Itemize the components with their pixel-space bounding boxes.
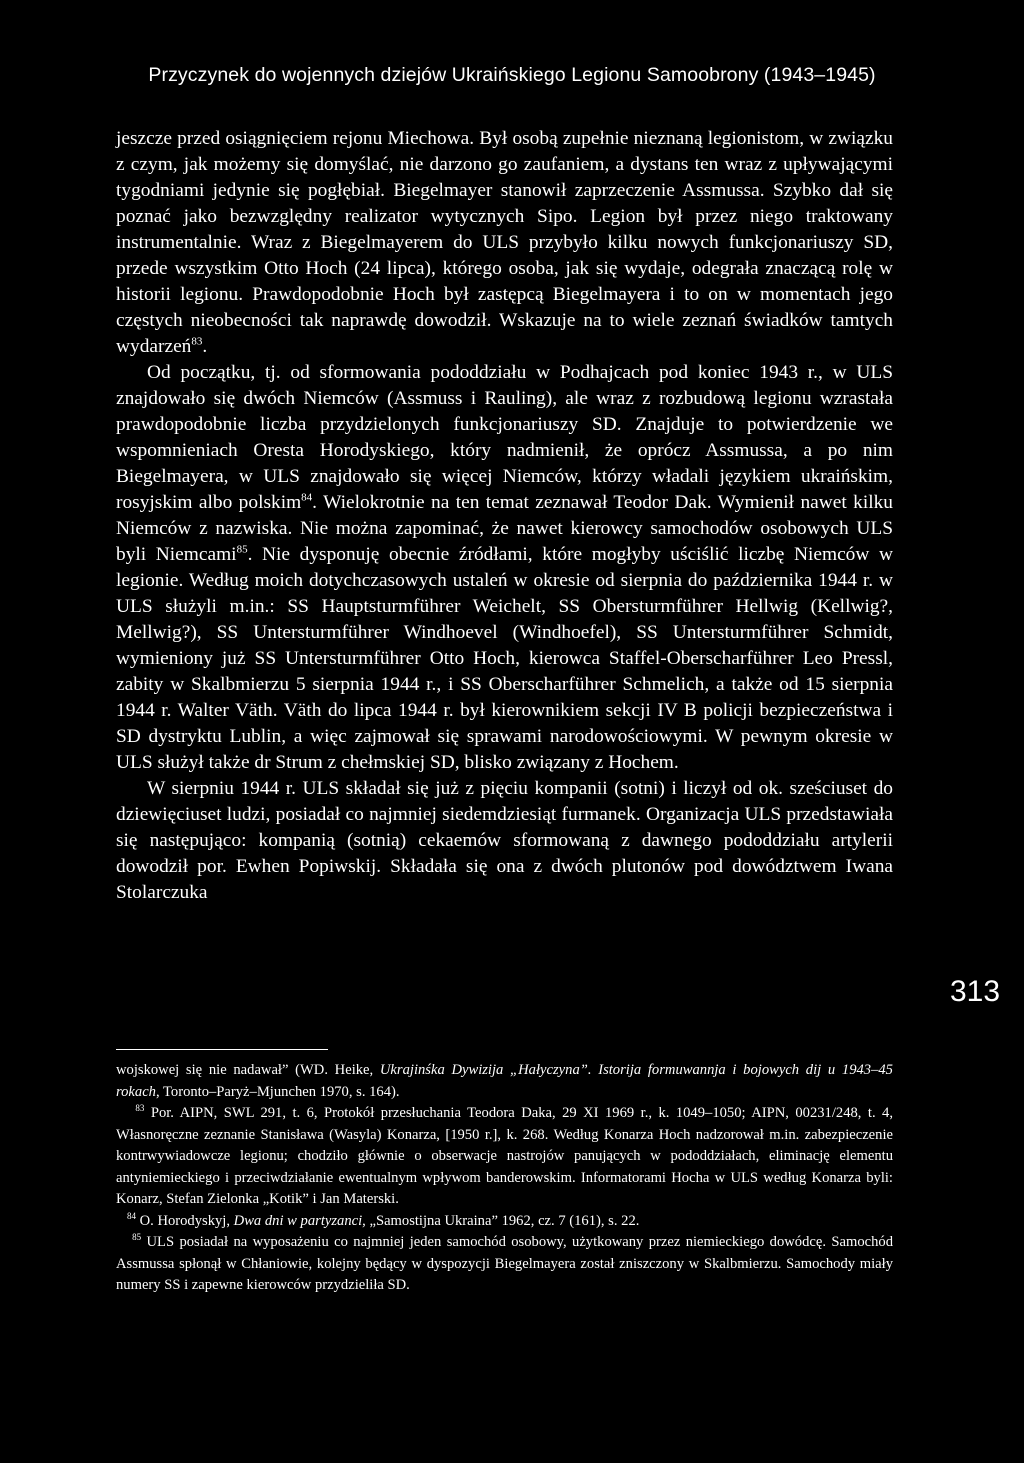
footnote-separator xyxy=(116,1049,328,1050)
footnote-84-title: Dwa dni w partyzanci xyxy=(233,1212,363,1229)
main-body-text xyxy=(116,126,893,906)
footnote-85-number: 85 xyxy=(132,1232,142,1243)
footnote-83-text: Por. AIPN, SWL 291, t. 6, Protokół przesłuchania Teodora Daka, 29 XI 1969 r., k. 1049–1050; AIPN, 00231/248, t. 4, Własnoręczne zeznanie Stanisława (Wasyla) Konarza, [1950 r.], k. 268. Według Konarza Hoch nadzorował m.in. zabezpieczenie kontrwywiadowcze legionu; chodziło głównie o obserwacje nastrojów panujących w pododdziałach, eliminację elementu antyniemieckiego i przeciwdziałanie ewentualnym wpływom banderowskim. Informatorami Hocha w ULS według Konarza byli: Konarz, Stefan Zielonka „Kotik” i Jan Materski. xyxy=(116,1105,894,1207)
footnote-continuation-end: , Toronto–Paryż–Mjunchen 1970, s. 164). xyxy=(155,1083,400,1100)
paragraph-1-text: jeszcze przed osiągnięciem rejonu Miechowa. Był osobą zupełnie nieznaną legionistom, w związku z czym, jak możemy się domyślać, nie darzono go zaufaniem, a dystans ten wraz z upływającymi tygodniami jedynie się pogłębiał. Biegelmayer stanowił zaprzeczenie Assmussa. Szybko dał się poznać jako bezwzględny realizator wytycznych Sipo. Legion był przez niego traktowany instrumentalnie. Wraz z Biegelmayerem do ULS przybyło kilku nowych funkcjonariuszy SD, przede wszystkim Otto Hoch (24 lipca), którego osoba, jak się wydaje, odegrała znaczącą rolę w historii legionu. Prawdopodobnie Hoch był zastępcą Biegelmayera i to on w momentach jego częstych nieobecności tak naprawdę dowodził. Wskazuje na to wiele zeznań świadków tamtych wydarzeń xyxy=(116,128,893,357)
paragraph-2 xyxy=(116,360,893,776)
running-header xyxy=(0,64,1024,87)
footnote-ref-84[interactable]: 84 xyxy=(301,491,313,504)
footnote-ref-85[interactable]: 85 xyxy=(236,543,248,556)
footnote-85 xyxy=(116,1232,893,1297)
paragraph-1-tail: . xyxy=(202,336,208,357)
footnote-84 xyxy=(116,1211,893,1233)
running-header-title: Przyczynek do wojennych dziejów Ukraińskiego Legionu Samoobrony (1943–1945) xyxy=(148,64,876,86)
footnote-ref-83[interactable]: 83 xyxy=(191,335,203,348)
paragraph-1 xyxy=(116,126,893,360)
footnote-84-number: 84 xyxy=(126,1210,136,1221)
footnote-83-number: 83 xyxy=(135,1103,145,1114)
paragraph-3 xyxy=(116,776,893,906)
page-number: 313 xyxy=(950,975,1001,1008)
footnote-84-text-b: , „Samostijna Ukraina” 1962, cz. 7 (161), s. 22. xyxy=(362,1212,640,1229)
paragraph-2-text-a: Od początku, tj. od sformowania pododdziału w Podhajcach pod koniec 1943 r., w ULS znajdowało się dwóch Niemców (Assmuss i Rauling), ale wraz z rozbudową legionu wzrastała prawdopodobnie liczba przydzielonych funkcjonariuszy SD. Znajduje to potwierdzenie we wspomnieniach Oresta Horodyskiego, który nadmienił, że oprócz Assmussa, a po nim Biegelmayera, w ULS znajdowało się więcej Niemców, którzy władali językiem ukraińskim, rosyjskim albo polskim xyxy=(116,362,893,513)
footnote-84-text-a: O. Horodyskyj, xyxy=(135,1212,234,1229)
footnote-85-text: ULS posiadał na wyposażeniu co najmniej jeden samochód osobowy, użytkowany przez niemieckiego dowódcę. Samochód Assmussa spłonął w Chłaniowie, kolejny będący w dyspozycji Biegelmayera został zniszczony w Skalbmierzu. Samochody miały numery SS i zapewne kierowców przydzieliła SD. xyxy=(116,1234,893,1293)
footnote-continuation-title: Ukrajinśka Dywizija „Hałyczyna”. Istorija formuwannja i bojowych dij u 1943–45 rokach xyxy=(116,1062,893,1100)
paragraph-3-text: W sierpniu 1944 r. ULS składał się już z pięciu kompanii (sotni) i liczył od ok. sześciuset do dziewięciuset ludzi, posiadał co najmniej siedemdziesiąt furmanek. Organizacja ULS przedstawiała się następująco: kompanią (sotnią) cekaemów sformowaną z dawnego pododdziału artylerii dowodził por. Ewhen Popiwskij. Składała się ona z dwóch plutonów pod dowództwem Iwana Stolarczuka xyxy=(116,778,893,903)
footnote-83 xyxy=(116,1103,893,1211)
paragraph-2-text-c: . Nie dysponuję obecnie źródłami, które mogłyby uściślić liczbę Niemców w legionie. Według moich dotychczasowych ustaleń w okresie od sierpnia do października 1944 r. w ULS służyli m.in.: SS Hauptsturmführer Weichelt, SS Obersturmführer Hellwig (Kellwig?, Mellwig?), SS Untersturmführer Windhoevel (Windhoefel), SS Untersturmführer Schmidt, wymieniony już SS Untersturmführer Otto Hoch, kierowca Staffel-Oberscharführer Leo Pressl, zabity w Skalbmierzu 5 sierpnia 1944 r., i SS Oberscharführer Schmelich, a także od 15 sierpnia 1944 r. Walter Väth. Väth do lipca 1944 r. był kierownikiem sekcji IV B policji bezpieczeństwa i SD dystryktu Lublin, a więc zajmował się sprawami narodowościowymi. W pewnym okresie w ULS służył także dr Strum z chełmskiej SD, blisko związany z Hochem. xyxy=(116,544,893,773)
footnote-continuation-text: wojskowej się nie nadawał” (WD. Heike, xyxy=(116,1062,380,1078)
paragraph-2-text-b: . Wielokrotnie na ten temat zeznawał Teodor Dak. Wymienił nawet kilku Niemców z nazwiska. Nie można zapominać, że nawet kierowcy samochodów osobowych ULS byli Niemcami xyxy=(116,492,894,565)
footnotes xyxy=(116,1060,893,1297)
footnote-continuation xyxy=(116,1060,893,1103)
